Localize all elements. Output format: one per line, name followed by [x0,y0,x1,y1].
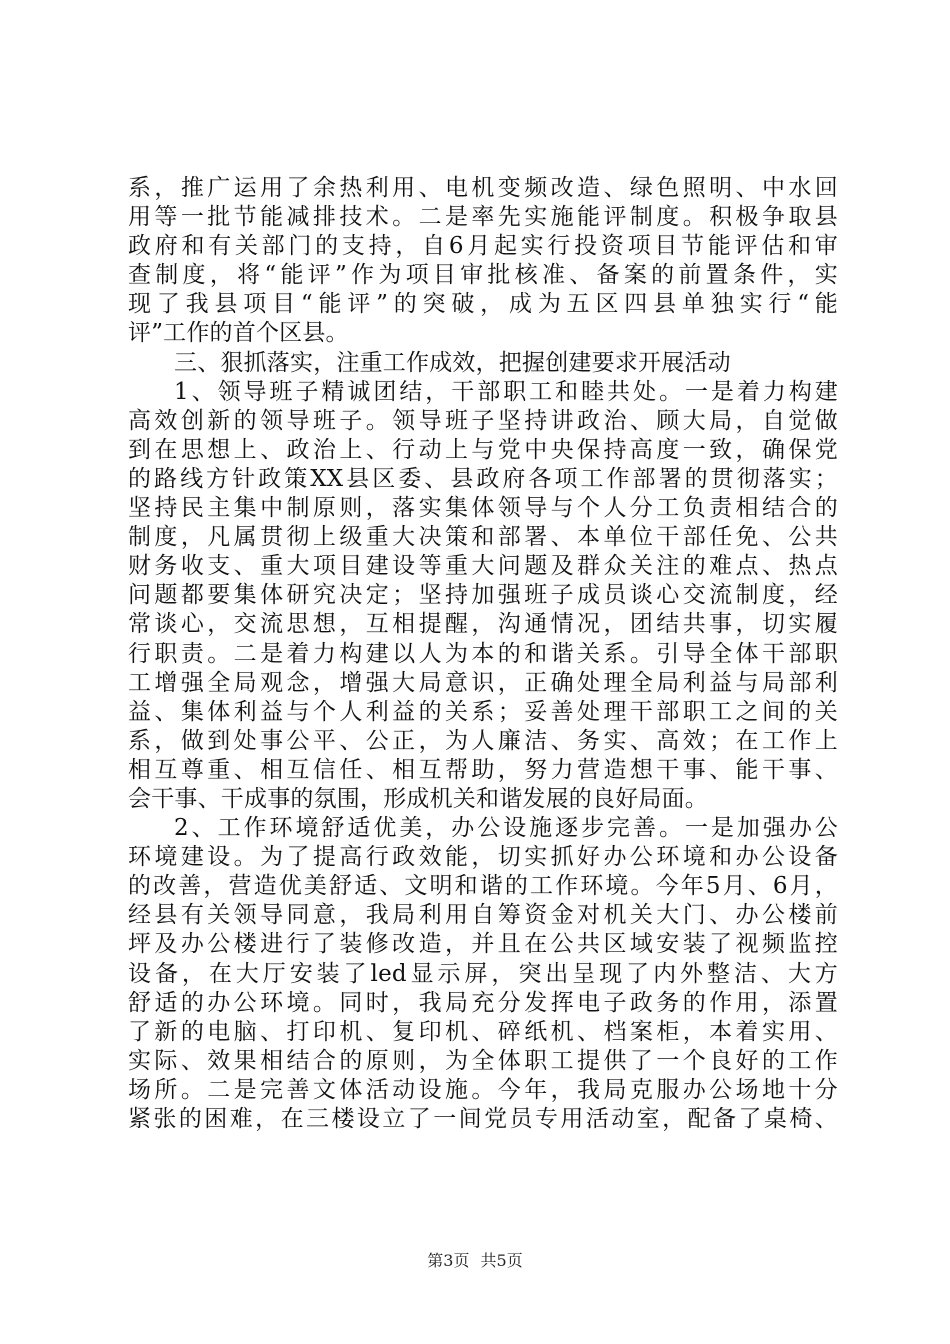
text-line: 常谈心，交流思想，互相提醒，沟通情况，团结共事，切实履 [128,611,838,638]
text-line: 系，做到处事公平、公正，为人廉洁、务实、高效；在工作上 [128,727,838,754]
text-line: 制度，凡属贯彻上级重大决策和部署、本单位干部任免、公共 [128,524,838,551]
text-line: 1、领导班子精诚团结，干部职工和睦共处。一是着力构建 [174,378,838,405]
text-line: 了新的电脑、打印机、复印机、碎纸机、档案柜，本着实用、 [128,1018,838,1045]
text-line: 的改善，营造优美舒适、文明和谐的工作环境。今年5月、6月， [128,873,838,900]
text-line: 环境建设。为了提高行政效能，切实抓好办公环境和办公设备 [128,844,838,871]
text-line: 工增强全局观念，增强大局意识，正确处理全局利益与局部利 [128,669,838,696]
page-footer [0,1248,950,1271]
text-line: 相互尊重、相互信任、相互帮助，努力营造想干事、能干事、 [128,756,838,783]
page-total: 共5页 [480,1251,523,1270]
text-line: 会干事、干成事的氛围，形成机关和谐发展的良好局面。 [128,785,708,812]
text-line: 财务收支、重大项目建设等重大问题及群众关注的难点、热点 [128,553,838,580]
text-line: 实际、效果相结合的原则，为全体职工提供了一个良好的工作 [128,1047,838,1074]
document-body [128,174,838,1134]
text-line: 问题都要集体研究决定；坚持加强班子成员谈心交流制度，经 [128,582,838,609]
page-number: 第3页 [427,1251,470,1270]
text-line: 舒适的办公环境。同时，我局充分发挥电子政务的作用，添置 [128,989,838,1016]
text-line: 紧张的困难，在三楼设立了一间党员专用活动室，配备了桌椅、 [128,1106,838,1132]
text-line: 系，推广运用了余热利用、电机变频改造、绿色照明、中水回 [128,175,838,201]
text-line: 政府和有关部门的支持，自6月起实行投资项目节能评估和审 [128,233,838,260]
text-line: 2、工作环境舒适优美，办公设施逐步完善。一是加强办公 [174,815,838,842]
text-line: 益、集体利益与个人利益的关系；妥善处理干部职工之间的关 [128,698,838,725]
text-line: 现了我县项目“能评”的突破，成为五区四县单独实行“能 [128,291,838,318]
text-line: 高效创新的领导班子。领导班子坚持讲政治、顾大局，自觉做 [128,407,838,434]
text-line: 行职责。二是着力构建以人为本的和谐关系。引导全体干部职 [128,640,838,667]
text-line: 评”工作的首个区县。 [128,320,349,347]
text-line: 设备，在大厅安装了led显示屏，突出呈现了内外整洁、大方 [128,960,838,987]
text-line: 经县有关领导同意，我局利用自筹资金对机关大门、办公楼前 [128,902,838,929]
text-line: 三、狠抓落实，注重工作成效，把握创建要求开展活动 [174,349,731,376]
text-line: 的路线方针政策XX县区委、县政府各项工作部署的贯彻落实； [128,465,838,492]
text-line: 场所。二是完善文体活动设施。今年，我局克服办公场地十分 [128,1076,838,1103]
text-line: 坪及办公楼进行了装修改造，并且在公共区域安装了视频监控 [128,931,838,958]
text-line: 用等一批节能减排技术。二是率先实施能评制度。积极争取县 [128,204,838,231]
text-line: 到在思想上、政治上、行动上与党中央保持高度一致，确保党 [128,436,838,463]
text-line: 查制度，将“能评”作为项目审批核准、备案的前置条件，实 [128,262,838,289]
text-line: 坚持民主集中制原则，落实集体领导与个人分工负责相结合的 [128,495,838,522]
